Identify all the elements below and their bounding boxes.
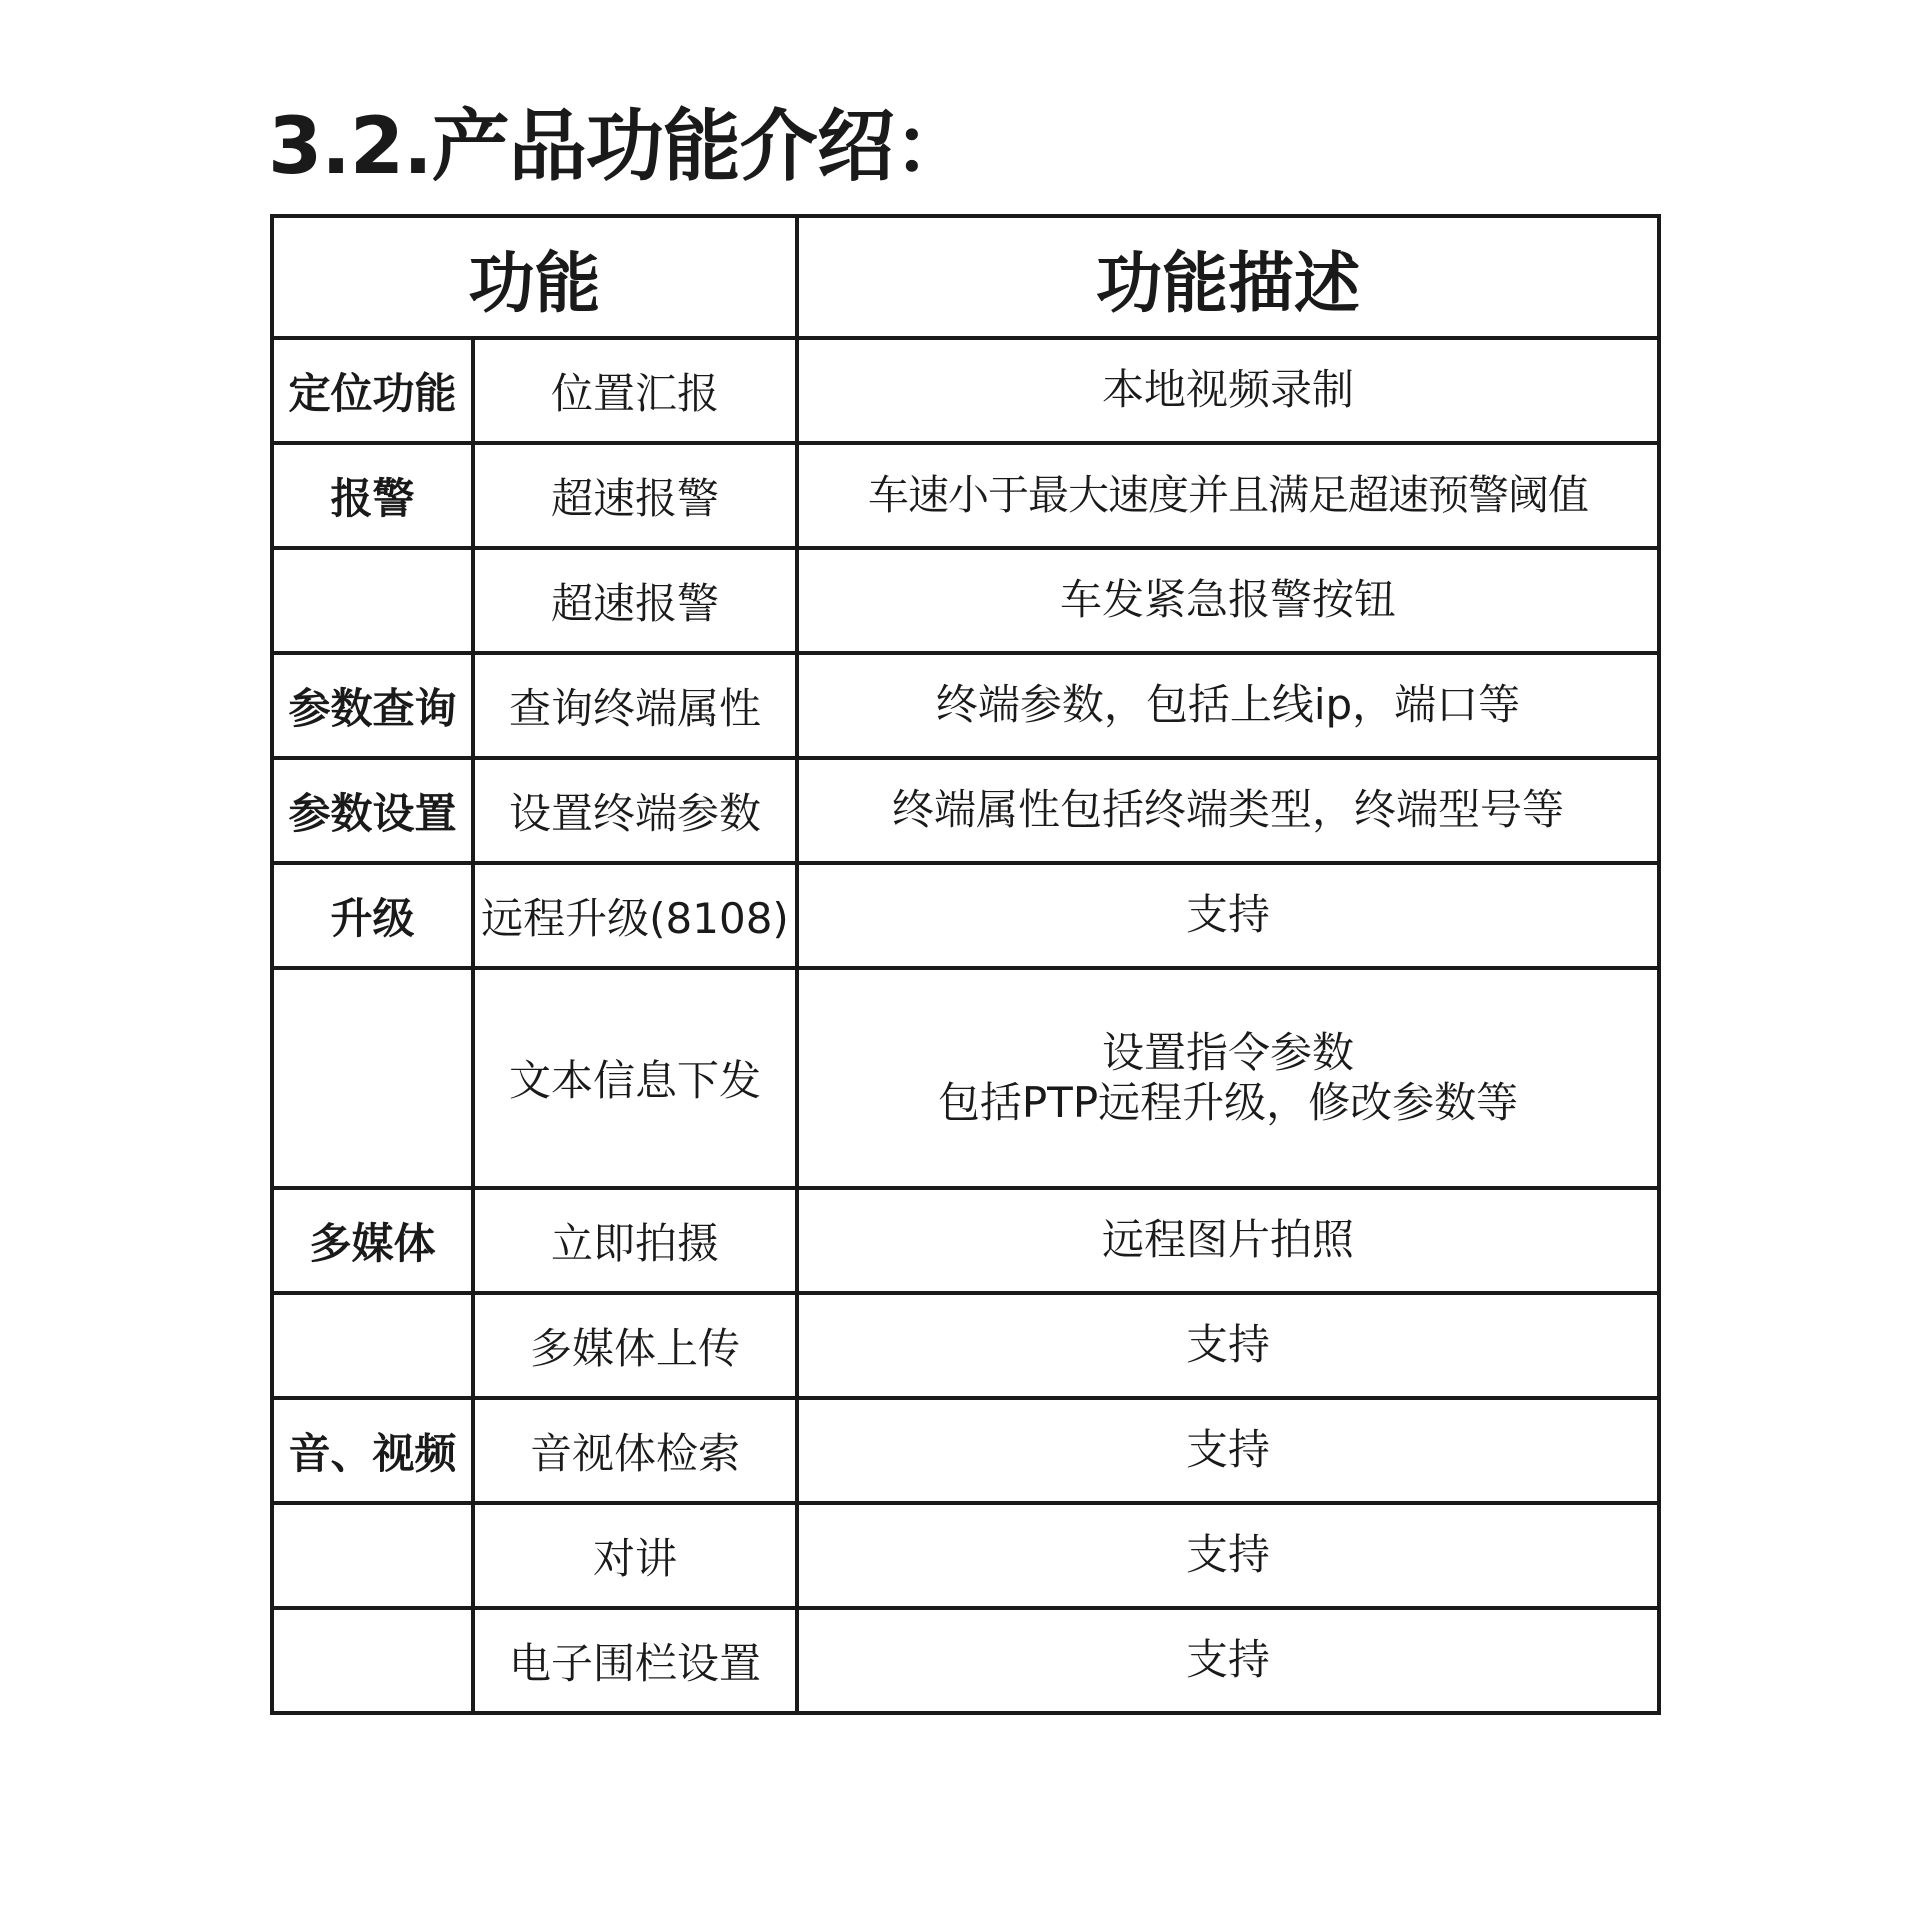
category-cell: 参数设置 (272, 758, 473, 863)
table-row (272, 1503, 1659, 1608)
feature-cell: 多媒体上传 (473, 1293, 797, 1398)
feature-cell: 位置汇报 (473, 338, 797, 443)
table-row (272, 653, 1659, 758)
feature-cell: 设置终端参数 (473, 758, 797, 863)
feature-cell: 电子围栏设置 (473, 1608, 797, 1713)
category-cell: 音、视频 (272, 1398, 473, 1503)
table-row (272, 968, 1659, 1188)
description-cell: 支持 (797, 1398, 1659, 1503)
description-cell: 支持 (797, 1608, 1659, 1713)
feature-cell: 对讲 (473, 1503, 797, 1608)
feature-table (270, 214, 1661, 1715)
description-line: 包括PTP远程升级，修改参数等 (937, 1078, 1519, 1127)
table-row (272, 758, 1659, 863)
feature-cell: 音视体检索 (473, 1398, 797, 1503)
description-cell: 终端属性包括终端类型，终端型号等 (797, 758, 1659, 863)
feature-cell: 超速报警 (473, 548, 797, 653)
category-cell (272, 1608, 473, 1713)
category-cell (272, 968, 473, 1188)
table-row (272, 548, 1659, 653)
description-cell (797, 968, 1659, 1188)
page-title: 3.2.产品功能介绍： (268, 102, 971, 192)
description-cell: 终端参数，包括上线ip，端口等 (797, 653, 1659, 758)
category-cell: 参数查询 (272, 653, 473, 758)
table-row (272, 863, 1659, 968)
category-cell: 定位功能 (272, 338, 473, 443)
description-cell: 远程图片拍照 (797, 1188, 1659, 1293)
description-cell: 车发紧急报警按钮 (797, 548, 1659, 653)
feature-cell: 查询终端属性 (473, 653, 797, 758)
category-cell: 报警 (272, 443, 473, 548)
feature-cell: 立即拍摄 (473, 1188, 797, 1293)
category-cell: 多媒体 (272, 1188, 473, 1293)
table-row (272, 338, 1659, 443)
table-row (272, 1398, 1659, 1503)
feature-cell: 远程升级(8108) (473, 863, 797, 968)
feature-cell: 超速报警 (473, 443, 797, 548)
description-cell: 本地视频录制 (797, 338, 1659, 443)
table-row (272, 1188, 1659, 1293)
category-cell: 升级 (272, 863, 473, 968)
table-row (272, 1608, 1659, 1713)
description-line: 设置指令参数 (1101, 1027, 1354, 1077)
description-cell: 支持 (797, 1503, 1659, 1608)
table-header-row (272, 216, 1659, 338)
feature-cell: 文本信息下发 (473, 968, 797, 1188)
category-cell (272, 548, 473, 653)
table-row (272, 443, 1659, 548)
header-function: 功能 (272, 216, 797, 338)
description-cell: 支持 (797, 1293, 1659, 1398)
category-cell (272, 1293, 473, 1398)
header-description: 功能描述 (797, 216, 1659, 338)
description-cell: 车速小于最大速度并且满足超速预警阈值 (797, 443, 1659, 548)
category-cell (272, 1503, 473, 1608)
description-cell: 支持 (797, 863, 1659, 968)
table-row (272, 1293, 1659, 1398)
